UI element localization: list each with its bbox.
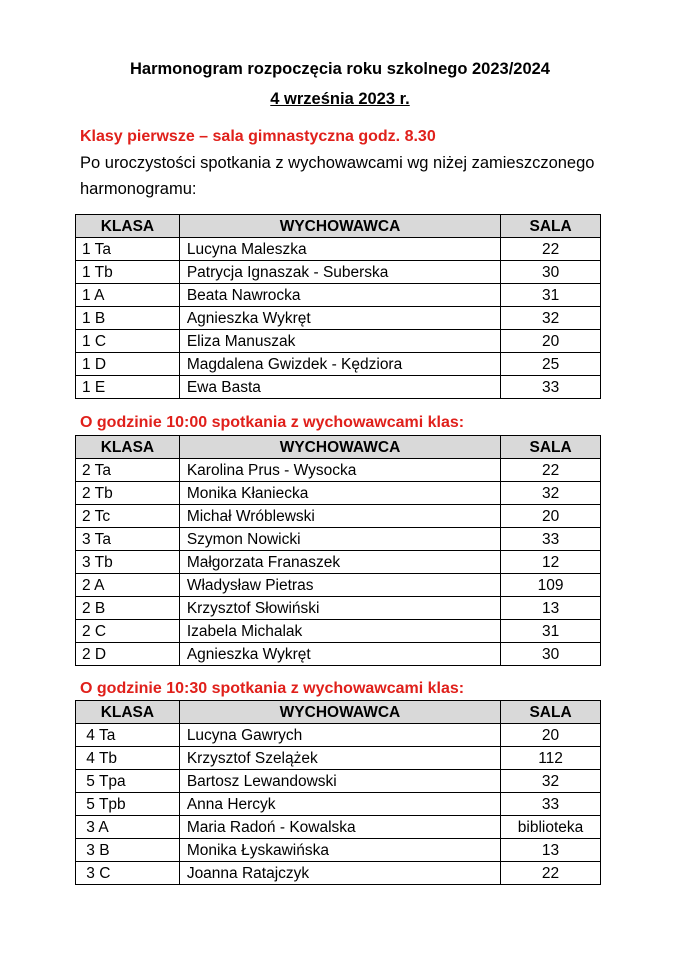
cell-wychowawca: Patrycja Ignaszak - Suberska: [179, 261, 500, 284]
header-sala: SALA: [501, 701, 601, 724]
cell-wychowawca: Małgorzata Franaszek: [179, 551, 500, 574]
cell-wychowawca: Lucyna Maleszka: [179, 238, 500, 261]
table-row: [76, 747, 601, 770]
table-first-classes: [75, 214, 601, 399]
cell-wychowawca: Bartosz Lewandowski: [179, 770, 500, 793]
header-sala: SALA: [501, 436, 601, 459]
cell-klasa: 5 Tpa: [76, 770, 180, 793]
cell-wychowawca: Magdalena Gwizdek - Kędziora: [179, 353, 500, 376]
table-row: [76, 376, 601, 399]
cell-wychowawca: Krzysztof Słowiński: [179, 597, 500, 620]
header-wychowawca: WYCHOWAWCA: [179, 436, 500, 459]
cell-klasa: 2 A: [76, 574, 180, 597]
cell-wychowawca: Eliza Manuszak: [179, 330, 500, 353]
table-row: [76, 307, 601, 330]
cell-wychowawca: Monika Kłaniecka: [179, 482, 500, 505]
table-row: [76, 353, 601, 376]
cell-sala: 32: [501, 770, 601, 793]
header-klasa: KLASA: [76, 215, 180, 238]
cell-sala: 32: [501, 482, 601, 505]
table-row: [76, 284, 601, 307]
section2-heading: O godzinie 10:00 spotkania z wychowawcami klas:: [80, 414, 465, 431]
header-wychowawca: WYCHOWAWCA: [179, 215, 500, 238]
cell-klasa: 1 D: [76, 353, 180, 376]
table-row: [76, 620, 601, 643]
cell-klasa: 1 A: [76, 284, 180, 307]
table-row: [76, 330, 601, 353]
cell-wychowawca: Beata Nawrocka: [179, 284, 500, 307]
table-row: [76, 482, 601, 505]
cell-klasa: 3 Tb: [76, 551, 180, 574]
table-row: [76, 528, 601, 551]
cell-sala: 13: [501, 597, 601, 620]
header-klasa: KLASA: [76, 436, 180, 459]
document-title: Harmonogram rozpoczęcia roku szkolnego 2023/2024: [130, 60, 550, 78]
table-row: [76, 551, 601, 574]
section1-intro-line1: Po uroczystości spotkania z wychowawcami wg niżej zamieszczonego: [80, 154, 595, 172]
table-header-row: [76, 436, 601, 459]
cell-wychowawca: Agnieszka Wykręt: [179, 643, 500, 666]
cell-klasa: 2 B: [76, 597, 180, 620]
cell-klasa: 3 B: [76, 839, 180, 862]
cell-wychowawca: Monika Łyskawińska: [179, 839, 500, 862]
table-10-00: [75, 435, 601, 666]
section1-heading: Klasy pierwsze – sala gimnastyczna godz. 8.30: [80, 128, 436, 145]
cell-klasa: 1 E: [76, 376, 180, 399]
cell-klasa: 3 Ta: [76, 528, 180, 551]
cell-wychowawca: Joanna Ratajczyk: [179, 862, 500, 885]
header-wychowawca: WYCHOWAWCA: [179, 701, 500, 724]
cell-klasa: 1 Tb: [76, 261, 180, 284]
date-text: 4 września 2023 r.: [270, 90, 410, 108]
cell-sala: 109: [501, 574, 601, 597]
cell-sala: 22: [501, 238, 601, 261]
cell-sala: 22: [501, 862, 601, 885]
cell-klasa: 3 A: [76, 816, 180, 839]
table-row: [76, 770, 601, 793]
cell-klasa: 3 C: [76, 862, 180, 885]
cell-wychowawca: Ewa Basta: [179, 376, 500, 399]
cell-sala: 33: [501, 793, 601, 816]
cell-klasa: 4 Ta: [76, 724, 180, 747]
cell-klasa: 2 D: [76, 643, 180, 666]
table-header-row: [76, 215, 601, 238]
table-10-30: [75, 700, 601, 885]
cell-sala: 22: [501, 459, 601, 482]
cell-sala: 31: [501, 620, 601, 643]
table-row: [76, 505, 601, 528]
cell-sala: biblioteka: [501, 816, 601, 839]
table-row: [76, 574, 601, 597]
table-row: [76, 839, 601, 862]
cell-klasa: 2 Tc: [76, 505, 180, 528]
cell-sala: 25: [501, 353, 601, 376]
document-date: [0, 90, 680, 109]
cell-klasa: 4 Tb: [76, 747, 180, 770]
cell-sala: 112: [501, 747, 601, 770]
section3-heading: O godzinie 10:30 spotkania z wychowawcami klas:: [80, 680, 465, 697]
cell-wychowawca: Agnieszka Wykręt: [179, 307, 500, 330]
cell-klasa: 5 Tpb: [76, 793, 180, 816]
cell-klasa: 1 C: [76, 330, 180, 353]
cell-wychowawca: Anna Hercyk: [179, 793, 500, 816]
cell-wychowawca: Krzysztof Szelążek: [179, 747, 500, 770]
header-sala: SALA: [501, 215, 601, 238]
table-row: [76, 459, 601, 482]
cell-wychowawca: Izabela Michalak: [179, 620, 500, 643]
cell-sala: 32: [501, 307, 601, 330]
cell-wychowawca: Władysław Pietras: [179, 574, 500, 597]
cell-sala: 13: [501, 839, 601, 862]
cell-sala: 12: [501, 551, 601, 574]
cell-wychowawca: Szymon Nowicki: [179, 528, 500, 551]
table-row: [76, 238, 601, 261]
cell-klasa: 2 Tb: [76, 482, 180, 505]
cell-klasa: 2 C: [76, 620, 180, 643]
table-row: [76, 261, 601, 284]
cell-sala: 30: [501, 261, 601, 284]
table-header-row: [76, 701, 601, 724]
cell-klasa: 1 Ta: [76, 238, 180, 261]
section1-intro-line2: harmonogramu:: [80, 180, 197, 198]
cell-wychowawca: Lucyna Gawrych: [179, 724, 500, 747]
cell-klasa: 2 Ta: [76, 459, 180, 482]
table-row: [76, 643, 601, 666]
table-row: [76, 724, 601, 747]
table-row: [76, 862, 601, 885]
cell-wychowawca: Michał Wróblewski: [179, 505, 500, 528]
cell-wychowawca: Karolina Prus - Wysocka: [179, 459, 500, 482]
table-row: [76, 597, 601, 620]
header-klasa: KLASA: [76, 701, 180, 724]
cell-sala: 31: [501, 284, 601, 307]
cell-sala: 20: [501, 724, 601, 747]
table-row: [76, 793, 601, 816]
table-row: [76, 816, 601, 839]
cell-sala: 33: [501, 528, 601, 551]
cell-sala: 20: [501, 330, 601, 353]
cell-sala: 20: [501, 505, 601, 528]
cell-sala: 30: [501, 643, 601, 666]
cell-sala: 33: [501, 376, 601, 399]
cell-klasa: 1 B: [76, 307, 180, 330]
cell-wychowawca: Maria Radoń - Kowalska: [179, 816, 500, 839]
